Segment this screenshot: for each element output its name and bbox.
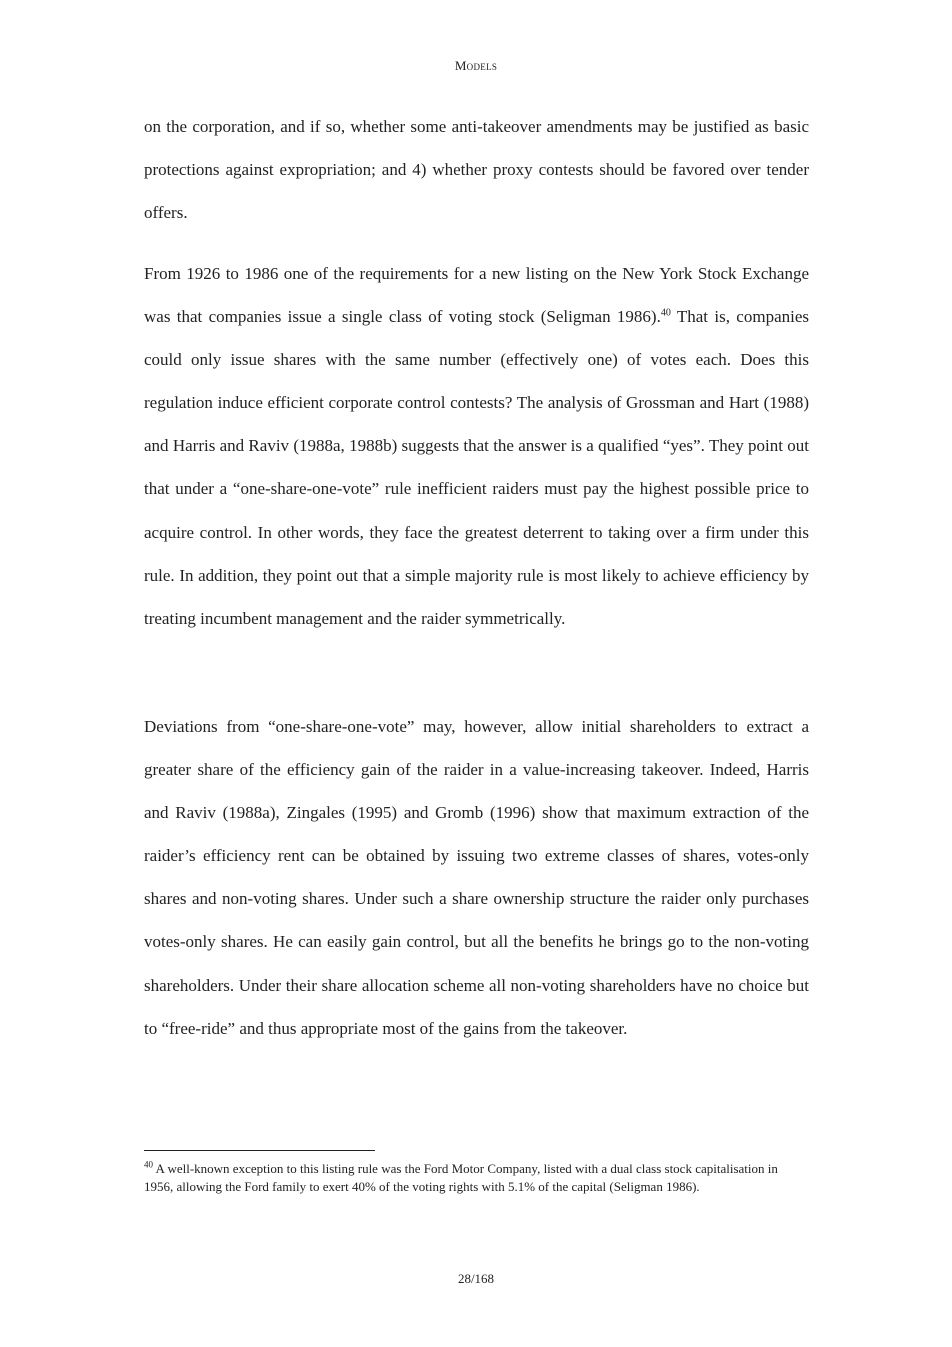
footnote-separator bbox=[144, 1150, 375, 1151]
body-paragraph-2 bbox=[144, 252, 809, 640]
running-header: Models bbox=[454, 58, 498, 73]
footnote-40 bbox=[144, 1160, 800, 1196]
footnote-number: 40 bbox=[144, 1159, 153, 1170]
footnote-reference-40[interactable]: 40 bbox=[660, 307, 671, 319]
body-paragraph-3: Deviations from “one-share-one-vote” may, however, allow initial shareholders to extract a greater share of the efficiency gain of the raider in a value-increasing takeover. Indeed, Harris and Raviv (1988a), Zingales (1995) and Gromb (1996) show that maximum extraction of the raider’s efficiency rent can be obtained by issuing two extreme classes of shares, votes-only shares and non-voting shares. Under such a share ownership structure the raider only purchases votes-only shares. He can easily gain control, but all the benefits he brings go to the non-voting shareholders. Under their share allocation scheme all non-voting shareholders have no choice but to “free-ride” and thus appropriate most of the gains from the takeover. bbox=[144, 717, 809, 1038]
footnote-text: A well-known exception to this listing rule was the Ford Motor Company, listed with a dual class stock capitalisation in 1956, allowing the Ford family to exert 40% of the voting rights with 5.1% of the capital (Seligman 1986). bbox=[144, 1161, 778, 1194]
paragraph-2-text-end: That is, companies could only issue shares with the same number (effectively one) of votes each. Does this regulation induce efficient corporate control contests? The analysis of Grossman and Hart (1988) and Harris and Raviv (1988a, 1988b) suggests that the answer is a qualified “yes”. They point out that under a “one-share-one-vote” rule inefficient raiders must pay the highest possible price to acquire control. In other words, they face the greatest deterrent to taking over a firm under this rule. In addition, they point out that a simple majority rule is most likely to achieve efficiency by treating incumbent management and the raider symmetrically. bbox=[144, 307, 809, 628]
body-paragraph-1: on the corporation, and if so, whether some anti-takeover amendments may be justified as basic protections against expropriation; and 4) whether proxy contests should be favored over tender offers. bbox=[144, 117, 809, 223]
page-number: 28/168 bbox=[457, 1271, 495, 1286]
paragraph-2-text-start: From 1926 to 1986 one of the requirements for a new listing on the New York Stock Exchange was that companies issue a single class of voting stock (Seligman 1986). bbox=[144, 264, 809, 327]
